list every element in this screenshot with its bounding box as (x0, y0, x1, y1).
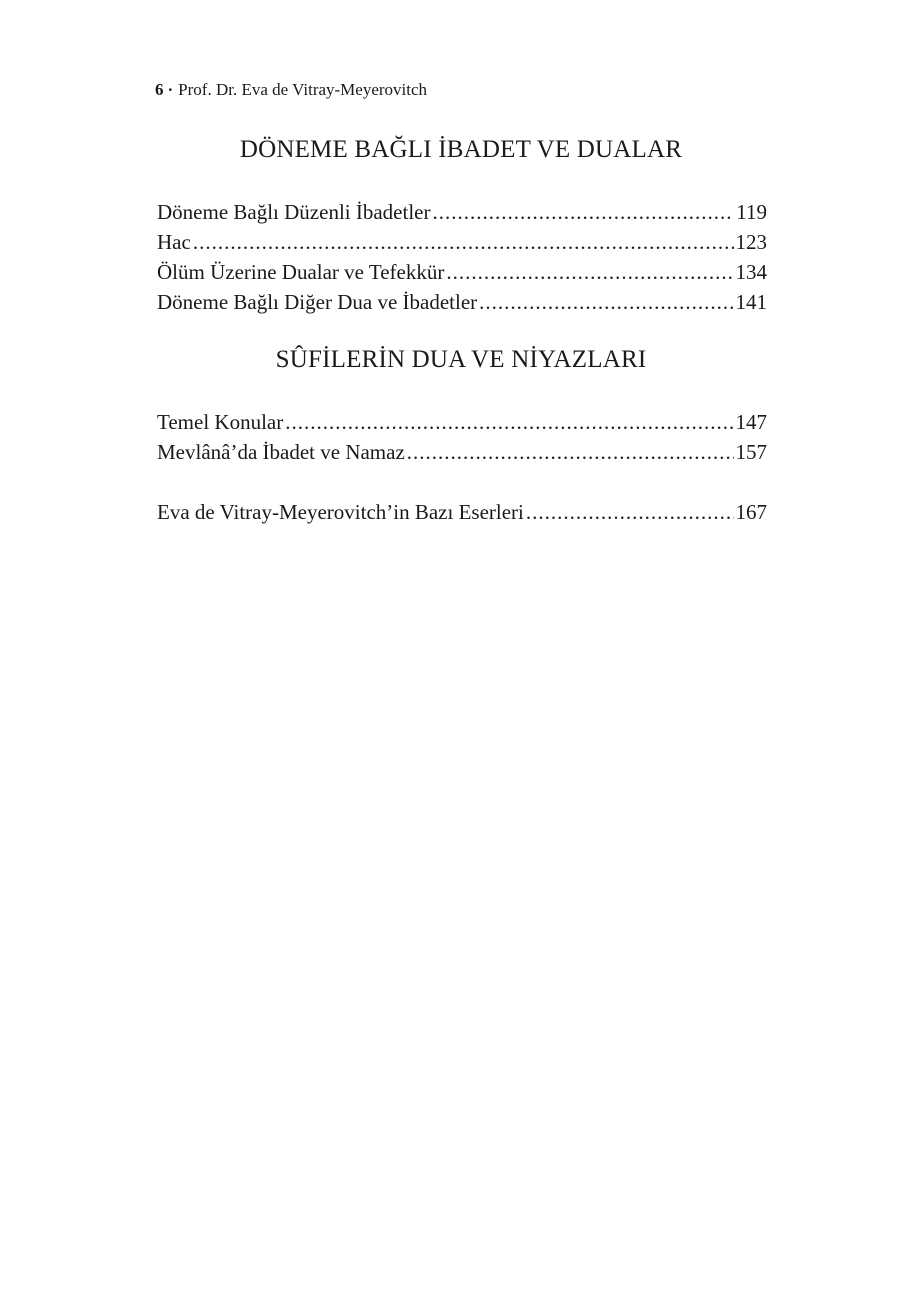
toc-entry[interactable] (157, 407, 767, 437)
toc-entry-title: Mevlânâ’da İbadet ve Namaz (157, 440, 405, 464)
toc-entry-title: Eva de Vitray-Meyerovitch’in Bazı Eserleri (157, 500, 524, 524)
running-head (155, 80, 427, 100)
toc-dot-leader (193, 227, 734, 257)
toc-entry-page: 157 (735, 440, 767, 464)
toc-entry[interactable] (157, 437, 767, 467)
toc-dot-leader (407, 437, 734, 467)
toc-entry[interactable] (157, 257, 767, 287)
toc-entry-page: 134 (735, 260, 767, 284)
toc-list-doneme (157, 197, 767, 317)
section-heading-sufiler: SÛFİLERİN DUA VE NİYAZLARI (275, 346, 647, 373)
section-heading-doneme: DÖNEME BAĞLI İBADET VE DUALAR (239, 136, 683, 163)
toc-entry-title: Hac (157, 230, 191, 254)
toc-dot-leader (479, 287, 733, 317)
toc-dot-leader (446, 257, 733, 287)
toc-entry-title: Döneme Bağlı Diğer Dua ve İbadetler (157, 290, 478, 314)
toc-entry-page: 167 (735, 500, 767, 524)
toc-entry-page: 123 (735, 230, 767, 254)
toc-entry[interactable] (157, 497, 767, 527)
toc-entry-title: Ölüm Üzerine Dualar ve Tefekkür (157, 260, 445, 284)
toc-dot-leader (432, 197, 734, 227)
toc-list-appendix (157, 497, 767, 527)
toc-entry-title: Döneme Bağlı Düzenli İbadetler (157, 200, 431, 224)
toc-entry-page: 147 (735, 410, 767, 434)
toc-entry[interactable] (157, 197, 767, 227)
toc-entry-page: 119 (736, 200, 767, 224)
toc-entry-title: Temel Konular (157, 410, 284, 434)
toc-dot-leader (526, 497, 734, 527)
page-number: 6 (155, 80, 164, 99)
toc-dot-leader (285, 407, 733, 437)
toc-entry-page: 141 (735, 290, 767, 314)
running-head-separator: · (167, 80, 174, 99)
running-head-author: Prof. Dr. Eva de Vitray-Meyerovitch (178, 80, 428, 99)
toc-list-sufiler (157, 407, 767, 467)
toc-entry[interactable] (157, 287, 767, 317)
toc-entry[interactable] (157, 227, 767, 257)
